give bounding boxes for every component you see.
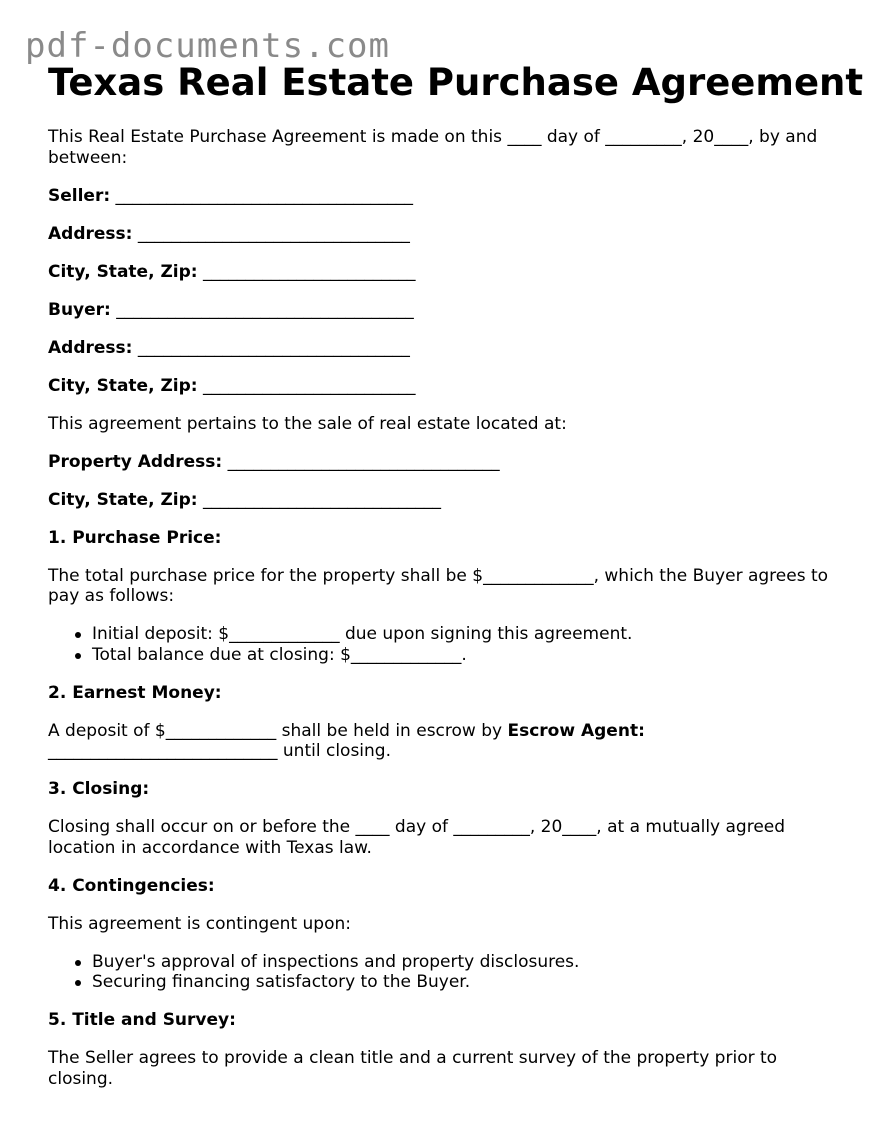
buyer-name-label: Buyer: [48, 299, 111, 320]
buyer-name-field [48, 300, 838, 321]
section-heading-contingencies: 4. Contingencies: [48, 875, 215, 896]
purchase-price-list [48, 624, 838, 665]
buyer-address-label: Address: [48, 337, 133, 358]
escrow-agent-label: Escrow Agent: [507, 720, 645, 741]
section-heading-purchase-price: 1. Purchase Price: [48, 527, 222, 548]
seller-address-field [48, 224, 838, 245]
document-body [48, 127, 838, 1107]
property-city-blank: ____________________________ [197, 489, 441, 510]
property-address-label: Property Address: [48, 451, 223, 472]
seller-city-blank: _________________________ [197, 261, 416, 282]
buyer-city-label: City, State, Zip: [48, 375, 198, 396]
purchase-price-paragraph: The total purchase price for the property shall be $_____________, which the Buyer agrees to pay as follows: [48, 565, 829, 606]
seller-city-label: City, State, Zip: [48, 261, 198, 282]
property-city-field [48, 490, 838, 511]
document-title: Texas Real Estate Purchase Agreement [48, 61, 864, 104]
earnest-money-paragraph [48, 721, 838, 762]
section-heading-earnest-money: 2. Earnest Money: [48, 682, 222, 703]
buyer-address-blank: ________________________________ [132, 337, 410, 358]
earnest-money-text: A deposit of $_____________ shall be held in escrow by [48, 720, 508, 741]
seller-address-blank: ________________________________ [132, 223, 410, 244]
contingencies-paragraph: This agreement is contingent upon: [48, 913, 351, 934]
section-heading-closing: 3. Closing: [48, 779, 150, 799]
earnest-money-text-after: ___________________________ until closing. [48, 741, 391, 761]
seller-address-label: Address: [48, 223, 133, 244]
property-city-label: City, State, Zip: [48, 489, 198, 510]
intro-paragraph: This Real Estate Purchase Agreement is made on this ____ day of _________, 20____, by and between: [48, 127, 818, 168]
closing-paragraph: Closing shall occur on or before the ____ day of _________, 20____, at a mutually agreed location in accordance with Texas law. [48, 817, 786, 858]
property-address-blank: ________________________________ [222, 451, 500, 472]
watermark: pdf-documents.com [25, 26, 390, 66]
seller-name-field [48, 186, 838, 207]
contingencies-list [48, 952, 838, 993]
buyer-city-field [48, 376, 838, 397]
seller-city-field [48, 262, 838, 283]
pertains-paragraph: This agreement pertains to the sale of real estate located at: [48, 413, 567, 434]
list-item: Total balance due at closing: $_____________. [92, 645, 838, 666]
property-address-field [48, 452, 838, 473]
list-item: Initial deposit: $_____________ due upon signing this agreement. [92, 624, 838, 645]
seller-name-label: Seller: [48, 185, 111, 206]
buyer-name-blank: ___________________________________ [110, 299, 414, 320]
list-item: Securing financing satisfactory to the Buyer. [92, 972, 838, 993]
title-survey-paragraph: The Seller agrees to provide a clean title and a current survey of the property prior to closing. [48, 1048, 778, 1089]
list-item: Buyer's approval of inspections and property disclosures. [92, 952, 838, 973]
seller-name-blank: ___________________________________ [110, 185, 414, 206]
section-heading-title-survey: 5. Title and Survey: [48, 1010, 236, 1030]
buyer-city-blank: _________________________ [197, 375, 416, 396]
buyer-address-field [48, 338, 838, 359]
